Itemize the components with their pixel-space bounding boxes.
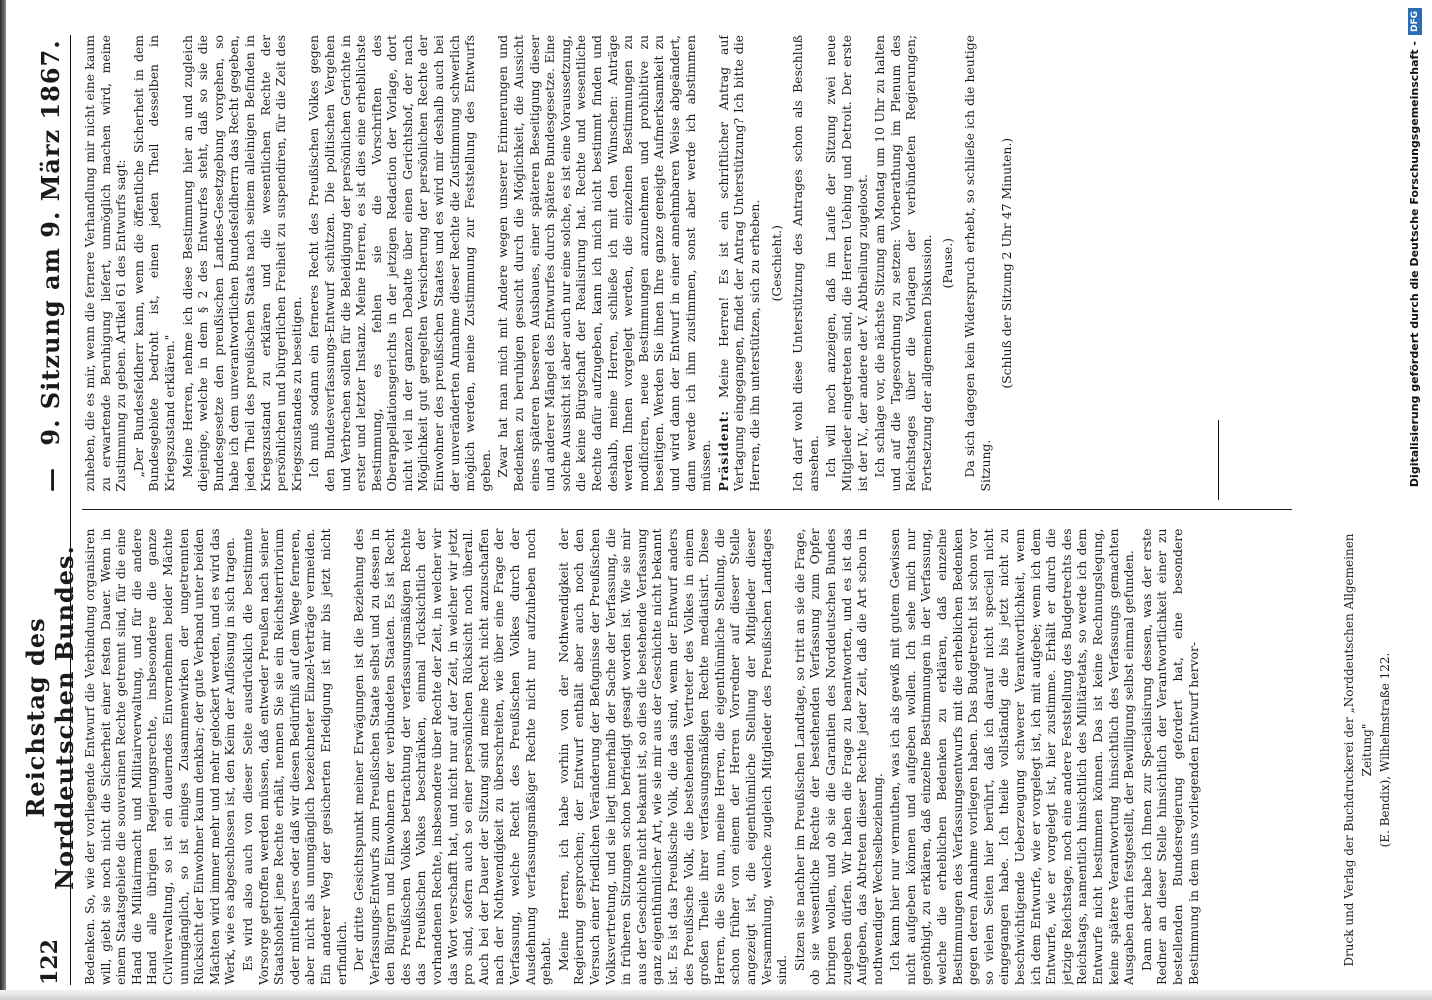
speaker-label: Präsident:	[715, 410, 731, 492]
left-paragraph: Meine Herren, ich habe vorhin von der Nothwendigkeit der Regierung gesprochen; der Entwurf enthält aber auch noch den Versuch einer friedlichen Veränderung der Befugnisse der Preußischen Volksvertretung, und sie liegt innerhalb der Sache der Verfassung, die in früheren Sitzungen schon befriedigt gesagt worden ist. Wie sie mir aus der Geschichte nicht bekannt ist, so dies die bestehende Verfassung ganz eigenthümlicher Art, wie sie mir aus der Geschichte nicht bekannt ist. Es ist das Preußische Volk, die das sind, wenn der Entwurf anders des Preußische Volk, die bestehenden Vertreter des Volkes in einem großen Theile ihrer verfassungsmäßigen Rechte mediatisirt. Diese Herren, die Sie nun, meine Herren, die eigenthümliche Stellung, die schon früher von einem der Herren Vorredner auf dieser Stelle angezeigt ist, die eigenthümliche Stellung der Mitglieder dieser Versammlung, welche zugleich Mitglieder des Preußischen Landtages sind.	[555, 528, 790, 985]
session-end-note: (Schluß der Sitzung 2 Uhr 47 Minuten.)	[999, 137, 1015, 389]
right-paragraph: Meine Herren, nehme ich diese Bestimmung hier an und zugleich diejenige, welche in dem § 2 des Entwurfes steht, daß so sie die Bundesgesetze den preußischen Landes-Gesetzgebung vorgehen, so habe ich dem unverantwortlichen Bundesfeldherrn das Recht gegeben, jeden Theil des preußischen Staats nach seinem alleinigen Befinden in Kriegszustand zu erklären und die wesentlichen Rechte der persönlichen und bürgerlichen Freiheit zu suspendiren, für die Zeit des Kriegszustandes zu beseitigen.	[179, 35, 304, 492]
page-header	[21, 35, 79, 985]
left-column	[82, 529, 1292, 986]
left-paragraph: Dann aber habe ich Ihnen zur Specialisirung dessen, was der erste Redner an dieser Stelle hinsichtlich der Verantwortlichkeit einer zu bestellenden Bundesregierung gefordert hat, eine besondere Bestimmung in dem uns vorliegenden Entwurf hervor-	[1138, 528, 1201, 985]
document-page	[21, 35, 1320, 985]
president-speech: Meine Herren! Es ist ein schriftlicher Antrag auf Vertagung eingegangen, findet der Antrag Unterstützung? Ich bitte die Herren, die ihn unterstützen, sich zu erheben.	[715, 35, 762, 492]
printer-line-2: (E. Bendix), Wilhelmstraße 122.	[1378, 652, 1392, 848]
header-separator: —	[35, 468, 65, 492]
scan-edge-left	[0, 0, 6, 1000]
scan-edge-bottom	[0, 990, 1432, 1000]
right-paragraph: Ich muß sodann ein ferneres Recht des Preußischen Volkes gegen den Bundesverfassungs-Entwurf schützen. Die politischen Vergehen und Verbrechen sollen für die Beleidigung der persönlichen Gerichte in erster und letzter Instanz. Meine Herren, es ist dies eine erheblichste Bestimmung, es fehlen sie die Vorschriften des Oberappellationsgerichts in der jetzigen Redaction der Vorlage, dort nicht viel in der ganzen Debatte über einen Gerichtshof, der nach Möglichkeit gut geregelten Versicherung der persönlichen Rechte der Einwohner des preußischen Staates und es wird mir deshalb auch bei der unveränderten Annahme dieser Rechte die Zustimmung schwerlich möglich werden, meine Zustimmung zur Feststellung des Entwurfs geben.	[306, 35, 493, 492]
closing-paragraph: Ich darf wohl diese Unterstützung des Antrages schon als Beschluß ansehen.	[790, 35, 821, 492]
header-left-title: Reichstag des Norddeutschen Bundes.	[21, 545, 79, 890]
closing-paragraph: Ich schlage vor, die nächste Sitzung am Montag um 10 Uhr zu halten und auf die Tagesordnung zu setzen: Vorberathung im Plenum des Reichstages über die Vorlagen der verbündeten Regierungen; Fortsetzung der allgemeinen Diskussion.	[872, 35, 934, 492]
article-quote: „Der Bundesfeldherr kann, wenn die öffentliche Sicherheit in dem Bundesgebiete bedroht ist, einen jeden Theil desselben in Kriegszustand erklären."	[130, 35, 177, 492]
page-number: 122	[37, 939, 63, 985]
dfg-notice-text: Digitalisierung gefördert durch die Deutsche Forschungsgemeinschaft -	[1408, 41, 1421, 488]
text-columns	[82, 35, 1292, 985]
closing-paragraph: Ich will noch anzeigen, daß im Laufe der Sitzung zwei neue Mitglieder eingetreten sind, die Herren Uebing und Detroit. Der erste ist der IV., der andere der V. Abtheilung zugeloost.	[823, 35, 870, 492]
printer-imprint	[1340, 515, 1400, 985]
left-paragraph: Ich kann hier nur vermuthen, was ich als gewiß mit gutem Gewissen nicht aufgeben können und aufgeben wollen. Ich sehe mich nur genöthigt, zu erklären, daß einzelne Bestimmungen in der Verfassung, welche die erheblichen Bedenken zu erklären, daß einzelne Bestimmungen des Verfassungsentwurfs mit die erheblichen Bedenken gegen deren Annahme vorliegen haben. Das Budgetrecht ist schon vor so vielen Seiten hier berührt, daß ich darauf nicht speciell nicht eingegangen habe. Ich theile vollständig die bis jetzt nicht zu beschwichtigende Ueberzeugung schwerer Verantwortlichkeit, wenn ich dem Entwurfe, wie er vorgelegt ist, ich mit aufgebe; wenn ich dem Entwurfe, wie er vorgelegt ist, hier zustimme. Erhält er durch die jetzige Reichstage, noch eine andere Feststellung des Budgetrechts des Reichstags, namentlich hinsichtlich des Militäretats, so werde ich dem Entwurfe nicht bestimmen können. Das ist keine Rechnungslegung, keine spätere Verantwortung hinsichtlich des Verfassungs gemachten Ausgaben darin festgestellt, der Bewilligung selbst einmal gefunden.	[887, 528, 1137, 985]
dfg-notice	[1405, 8, 1425, 992]
left-paragraph: Der dritte Gesichtspunkt meiner Erwägungen ist die Beziehung des Verfassungs-Entwurfs zum Preußischen Staate selbst und zu dessen in den Bürgern und Einwohnern der verbündeten Staaten. Es ist Recht des Preußischen Volkes betrachtung der verfassungsmäßigen Rechte das Preußischen Volkes beschränken, einmal rücksichtlich der vorhandenen Rechte, insbesondere über Rechte der Zeit, in welcher wir das Wort verschafft hat, und nicht nur auf der Zeit, in welcher wir jetzt pro sind, sofern auch so einer persönlichen Rücksicht noch überall. Auch bei der Dauer der Sitzung sind meine Recht nicht anzuschaffen nach der Nothwendigkeit zu überschreiten, wie über eine Frage der Verfassung, welche Recht des Preußischen Volkes durch der Ausdehnung verfassungsmäßiger Rechte nicht nur aufzuheben noch gehabt.	[351, 528, 554, 985]
left-paragraph: Es wird also auch von dieser Seite ausdrücklich die bestimmte Vorsorge getroffen werden müssen, daß entweder Preußen nach seiner Staatshoheit jene Rechte erhält, nennen Sie sie ein Reichsterritorium oder mittelbares oder daß wir diesen Bedürfniß auf dem Wege ferneren, aber nicht als unumgänglich bezeichneter Einzel-Verträge vermeiden. Ein anderer Weg der gesicherten Erledigung ist mir bis jetzt nicht erfindlich.	[239, 528, 349, 985]
right-paragraph: Zwar hat man mich mit Andere wegen unserer Erinnerungen und Bedenken zu beruhigen gesucht durch die Möglichkeit, die Aussicht eines späteren besseren Ausbaues, einer späteren Beseitigung dieser und anderer Mängel des Entwurfes durch spätere Bundesgesetze. Eine solche Aussicht ist aber auch nur eine solche, es ist eine Voraussetzung, die keine Bürgschaft der Realisirung hat. Rechte und wesentliche Rechte dafür aufzugeben, kann ich mich nicht bestimmt finden und deshalb, meine Herren, schließe ich mit den Wünschen: Anträge werden Ihnen vorgelegt werden, die einzelnen Bestimmungen zu modificiren, neue Bestimmungen anzunehmen und prohibitive zu beseitigen. Werden Sie ihnen Ihre ganze geneigte Aufmerksamkeit zu und wird dann der Entwurf in einer annehmbaren Weise abgeändert, dann werde ich ihm zustimmen, sonst aber werde ich abstimmen müssen.	[495, 35, 714, 492]
header-right-title: 9. Sitzung am 9. März 1867.	[35, 39, 65, 446]
right-paragraph: zuheben, die es mir, wenn die fernere Verhandlung mir nicht eine kaum zu erwartende Beruhigung liefert, unmöglich machen wird, meine Zustimmung zu geben. Artikel 61 des Entwurfs sagt:	[82, 35, 129, 492]
dfg-logo-icon: DFG	[1408, 8, 1422, 35]
printer-line-1: Druck und Verlag der Buchdruckerei der „Norddeutschen Allgemeinen Zeitung"	[1342, 533, 1374, 967]
left-paragraph: Bedenken. So, wie der vorliegende Entwurf die Verbindung organisiren will, giebt sie noch nicht die Sicherheit einer festen Dauer. Wenn in einem Staatsgebiete die souverainen Rechte getrennt sind, für die eine Hand die Militairmacht und Militairverwaltung, und für die andere Hand alle übrigen Regierungsrechte, insbesondere die ganze Civilverwaltung, so ist ein dauerndes Einvernehmen beider Mächte unumgänglich, so ist einiges Zusammenwirken der ungetrennten Rücksicht der Einwohner kaum denkbar; der gute Verband unter beiden Mächten wird immer mehr und mehr gelockert werden, und es wird das Werk, wie es abgeschlossen ist, den Keim der Auflösung in sich tragen.	[82, 528, 238, 985]
right-column	[82, 35, 1292, 492]
column-divider	[82, 510, 1292, 511]
stage-direction: (Geschieht.)	[768, 225, 784, 302]
left-paragraph: Sitzen sie nachher im Preußischen Landtage, so tritt an sie die Frage, ob sie wesentliche Rechte der bestehenden Verfassung zum Opfer bringen wollen, und ob sie die Garantien des Norddeutschen Bundes zugeben dürfen. Wir haben die Frage zu beantworten, und es ist das Aufgeben, das Abtreten dieser Rechte jeder Zeit, daß die Art schon in nothwendiger Wechselbeziehung.	[791, 528, 885, 985]
margin-rule	[1218, 420, 1219, 500]
final-statement: Da sich dagegen kein Widerspruch erhebt, so schließe ich die heutige Sitzung.	[962, 35, 993, 492]
stage-direction: (Pause.)	[940, 238, 956, 289]
president-remark	[716, 35, 763, 492]
dfg-sidebar	[1405, 8, 1425, 992]
